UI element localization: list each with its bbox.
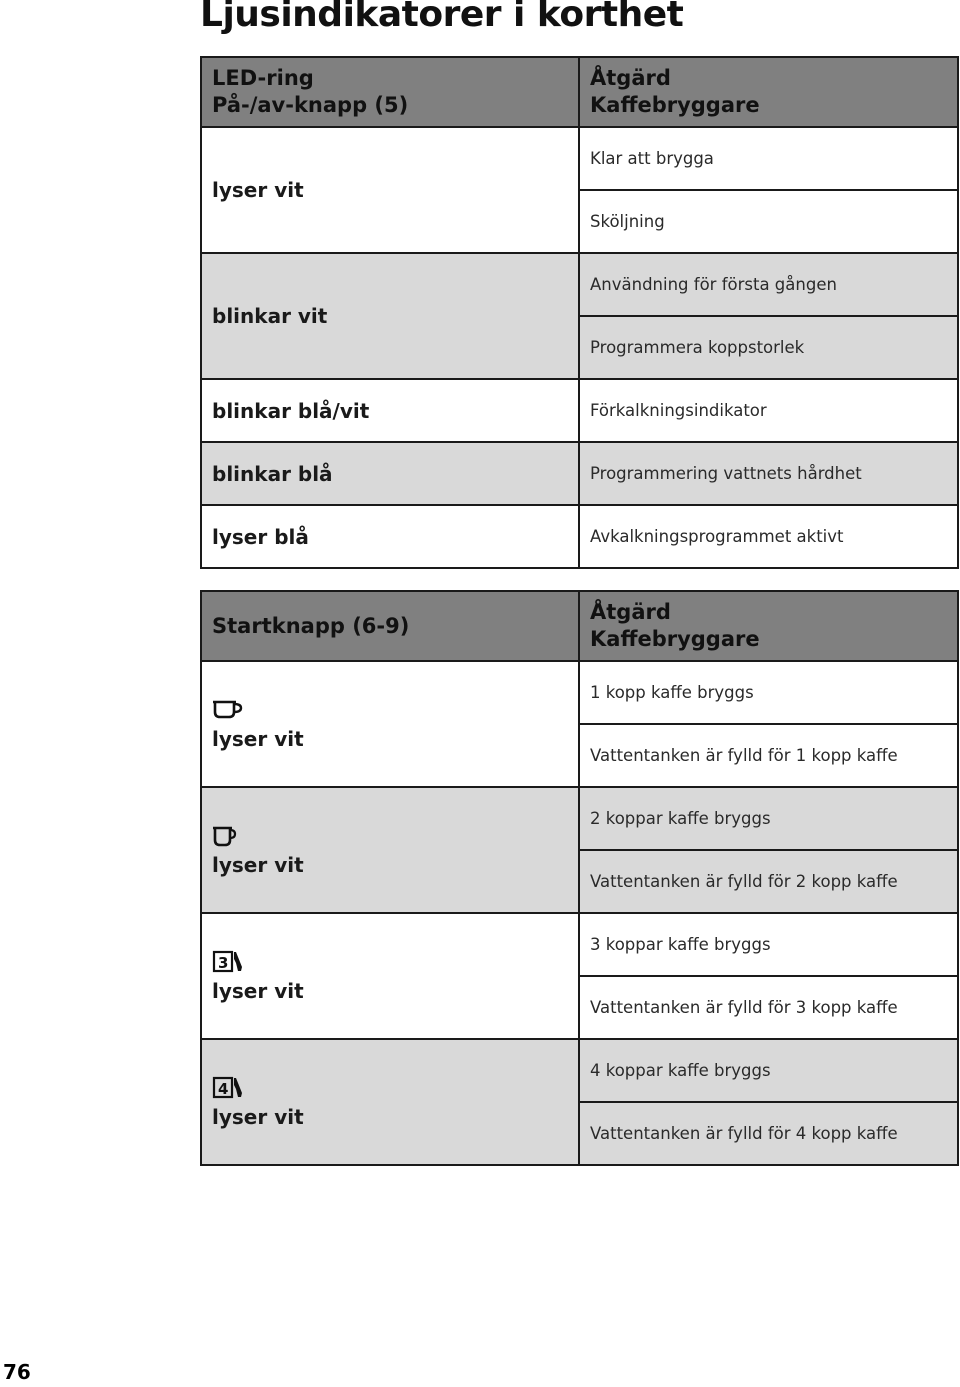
table-header-row: [201, 57, 958, 127]
action-text: 2 koppar kaffe bryggs: [579, 787, 958, 850]
indicator-cell: [201, 787, 579, 913]
indicator-state: blinkar vit: [201, 253, 579, 379]
indicator-cell: [201, 661, 579, 787]
header-action: [579, 57, 958, 127]
one-cup-icon: [212, 697, 568, 723]
header-line: Åtgärd: [590, 600, 671, 624]
four-cups-carafe-icon: [212, 1075, 568, 1101]
indicator-cell: [201, 913, 579, 1039]
start-button-table: [200, 590, 959, 1166]
action-text: Vattentanken är fylld för 4 kopp kaffe: [579, 1102, 958, 1165]
indicator-state: blinkar blå/vit: [201, 379, 579, 442]
header-action: [579, 591, 958, 661]
table-header-row: [201, 591, 958, 661]
header-start-button: [201, 591, 579, 661]
indicator-cell: [201, 1039, 579, 1165]
icon-number: 4: [218, 1080, 229, 1098]
table-row: [201, 379, 958, 442]
action-text: Programmering vattnets hårdhet: [579, 442, 958, 505]
action-text: 1 kopp kaffe bryggs: [579, 661, 958, 724]
two-cups-icon: [212, 823, 568, 849]
indicator-state: lyser vit: [212, 1105, 304, 1129]
icon-number: 3: [218, 954, 229, 972]
action-text: Programmera koppstorlek: [579, 316, 958, 379]
action-text: Vattentanken är fylld för 1 kopp kaffe: [579, 724, 958, 787]
header-line: LED-ring: [212, 66, 314, 90]
table-row: [201, 1039, 958, 1102]
action-text: Förkalkningsindikator: [579, 379, 958, 442]
indicator-state: lyser vit: [212, 853, 304, 877]
page-title: Ljusindikatorer i korthet: [200, 0, 684, 35]
indicator-state: lyser vit: [212, 727, 304, 751]
table-row: [201, 442, 958, 505]
table-row: [201, 253, 958, 316]
table-row: [201, 505, 958, 568]
indicator-state: lyser vit: [212, 979, 304, 1003]
header-line: På-/av-knapp (5): [212, 93, 409, 117]
indicator-state: lyser vit: [201, 127, 579, 253]
action-text: Sköljning: [579, 190, 958, 253]
page-number: 76: [3, 1360, 31, 1384]
table-row: [201, 661, 958, 724]
indicator-state: blinkar blå: [201, 442, 579, 505]
led-ring-table: [200, 56, 959, 569]
action-text: Vattentanken är fylld för 3 kopp kaffe: [579, 976, 958, 1039]
indicator-state: lyser blå: [201, 505, 579, 568]
action-text: Vattentanken är fylld för 2 kopp kaffe: [579, 850, 958, 913]
action-text: 4 koppar kaffe bryggs: [579, 1039, 958, 1102]
table-row: [201, 787, 958, 850]
header-line: Kaffebryggare: [590, 627, 760, 651]
header-line: Startknapp (6-9): [212, 613, 410, 638]
header-led-ring: [201, 57, 579, 127]
header-line: Åtgärd: [590, 66, 671, 90]
action-text: Användning för första gången: [579, 253, 958, 316]
action-text: Klar att brygga: [579, 127, 958, 190]
table-row: [201, 127, 958, 190]
action-text: 3 koppar kaffe bryggs: [579, 913, 958, 976]
three-cups-carafe-icon: [212, 949, 568, 975]
header-line: Kaffebryggare: [590, 93, 760, 117]
action-text: Avkalkningsprogrammet aktivt: [579, 505, 958, 568]
table-row: [201, 913, 958, 976]
